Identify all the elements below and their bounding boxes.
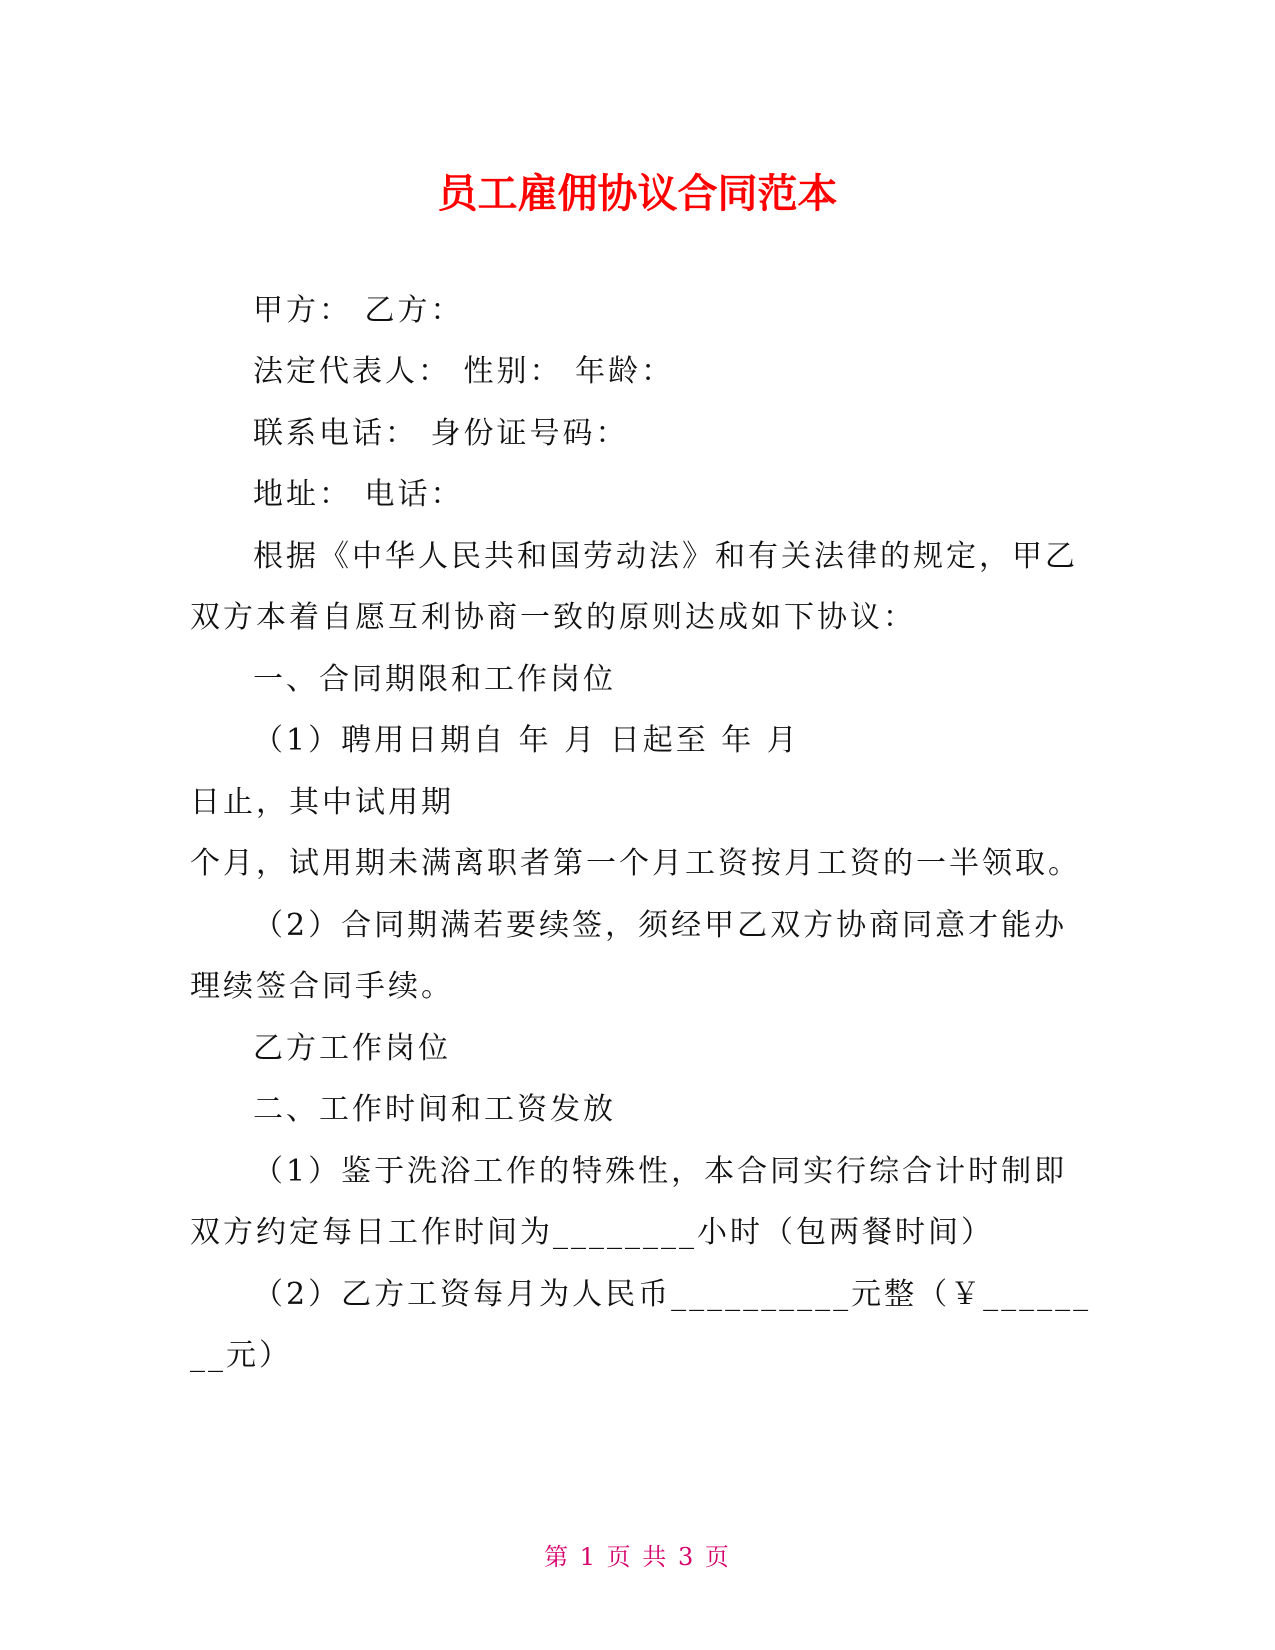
contact-line: 联系电话： 身份证号码：: [253, 416, 629, 451]
clause-2-line-2: 理续签合同手续。: [190, 969, 454, 1004]
section-heading-2: 二、工作时间和工资发放: [253, 1092, 616, 1127]
preamble-line-1: 根据《中华人民共和国劳动法》和有关法律的规定，甲乙: [253, 539, 1078, 574]
salary-clause-line-2: __元）: [190, 1338, 292, 1373]
clause-1-line-3: 个月，试用期未满离职者第一个月工资按月工资的一半领取。: [190, 846, 1081, 881]
clause-1-line-1: （1）聘用日期自 年 月 日起至 年 月: [253, 723, 800, 758]
page-footer: 第 1 页 共 3 页: [544, 1543, 731, 1571]
preamble-line-2: 双方本着自愿互利协商一致的原则达成如下协议：: [190, 600, 916, 635]
representative-line: 法定代表人： 性别： 年龄：: [253, 354, 675, 389]
clause-1-line-2: 日止，其中试用期: [190, 785, 454, 820]
job-position-line: 乙方工作岗位: [253, 1031, 451, 1066]
hours-clause-line-2: 双方约定每日工作时间为________小时（包两餐时间）: [190, 1215, 994, 1250]
party-line: 甲方： 乙方：: [253, 293, 464, 328]
salary-clause-line-1: （2）乙方工资每月为人民币__________元整（￥______: [253, 1277, 1092, 1312]
section-heading-1: 一、合同期限和工作岗位: [253, 662, 616, 697]
hours-clause-line-1: （1）鉴于洗浴工作的特殊性，本合同实行综合计时制即: [253, 1154, 1068, 1189]
address-line: 地址： 电话：: [253, 477, 464, 512]
clause-2-line-1: （2）合同期满若要续签，须经甲乙双方协商同意才能办: [253, 908, 1068, 943]
document-title: 员工雇佣协议合同范本: [437, 171, 838, 217]
